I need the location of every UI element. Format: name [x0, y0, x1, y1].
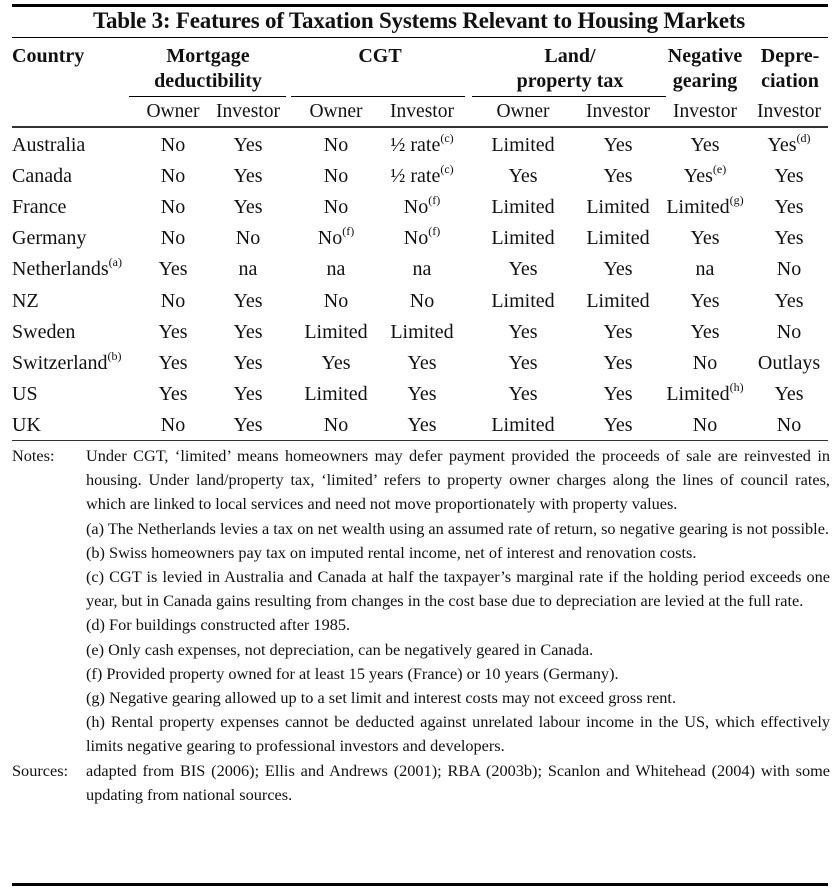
cell-value: No [323, 413, 349, 436]
note-h: (h) Rental property expenses cannot be deducted against unrelated labour income in the US, which effectively limits negative gearing to professional investors and developers. [86, 712, 830, 756]
country-name: Australia [12, 134, 86, 156]
country-name: Sweden [12, 320, 76, 343]
cell-land-owner [473, 162, 573, 190]
cell-value: Limited [491, 196, 555, 219]
footnote-marker: (e) [712, 162, 727, 177]
cell-value: No [317, 227, 343, 250]
cell-value: Yes [774, 196, 804, 219]
cell-value: Limited [390, 320, 454, 343]
cell-value: Yes [603, 258, 633, 281]
footnote-marker: (c) [440, 131, 454, 145]
cell-land-investor [568, 193, 668, 221]
country-name: US [12, 382, 38, 405]
cell-value: No [692, 413, 718, 436]
cell-value: Yes [603, 351, 633, 374]
title-rule [12, 37, 828, 38]
table-title: Table 3: Features of Taxation Systems Relevant to Housing Markets [92, 8, 746, 33]
cell-value: Yes [690, 289, 720, 312]
header-country: Country [12, 45, 85, 67]
bottom-rule [12, 883, 828, 886]
cell-value: Yes [233, 134, 263, 156]
footnote-marker: (f) [428, 193, 441, 208]
cell-land-owner [473, 349, 573, 377]
table-row [0, 224, 838, 255]
subheader-cgt-owner: Owner [309, 101, 363, 122]
cell-depreciation-investor [739, 162, 838, 190]
cell-value: Yes [690, 134, 720, 156]
footnote-marker: (a) [108, 255, 122, 270]
subheader-mortgage-owner: Owner [146, 101, 200, 122]
table-row [0, 193, 838, 224]
cell-value: Yes [508, 165, 538, 188]
cell-value: No [160, 413, 186, 436]
cell-mortgage-investor [198, 349, 298, 377]
cell-value: Yes [233, 289, 263, 312]
cell-value: Limited [491, 227, 555, 250]
cell-cgt-investor [372, 193, 472, 221]
cell-mortgage-investor [198, 224, 298, 252]
cell-value: No [160, 227, 186, 250]
cell-value: Yes [603, 320, 633, 343]
cell-value: na [238, 258, 258, 281]
cell-mortgage-investor [198, 162, 298, 190]
table-row [0, 287, 838, 318]
cell-land-investor [568, 380, 668, 408]
cell-cgt-owner [286, 224, 386, 252]
table-row [0, 255, 838, 286]
cell-cgt-owner [286, 131, 386, 159]
country-name: Netherlands [12, 258, 109, 281]
footnote-marker: (f) [342, 224, 355, 239]
cell-value: No [160, 134, 186, 156]
footnote-marker: (b) [107, 348, 122, 363]
cell-value: No [776, 413, 802, 436]
cell-value: Yes [774, 227, 804, 250]
cell-land-owner [473, 131, 573, 159]
country-name: UK [12, 413, 41, 436]
cell-value: Yes [774, 289, 804, 312]
cell-cgt-investor [372, 224, 472, 252]
footnote-marker: (g) [729, 193, 744, 208]
subheader-land-owner: Owner [496, 101, 550, 122]
cell-land-investor [568, 318, 668, 346]
cell-depreciation-investor [739, 380, 838, 408]
cell-value: Yes [158, 351, 188, 374]
cell-land-owner [473, 318, 573, 346]
cell-value: No [403, 196, 429, 219]
cell-mortgage-investor [198, 131, 298, 159]
subheader-gearing-investor: Investor [673, 101, 737, 122]
cell-value: No [323, 289, 349, 312]
cell-value: Yes [508, 320, 538, 343]
cell-value: No [692, 351, 718, 374]
table-row [0, 318, 838, 349]
cell-cgt-investor [372, 349, 472, 377]
sources-text: adapted from BIS (2006); Ellis and Andrews (2001); RBA (2003b); Scanlon and Whitehead (2004) with some updating from national sources. [86, 760, 830, 804]
header-group-cgt: CGT [358, 45, 402, 67]
cell-cgt-investor [372, 411, 472, 439]
cell-value: Yes [603, 413, 633, 436]
cell-cgt-owner [286, 287, 386, 315]
cell-cgt-investor [372, 162, 472, 190]
body-rule [12, 440, 828, 441]
country-name: NZ [12, 289, 39, 312]
cell-value: Yes [508, 258, 538, 281]
cell-cgt-owner [286, 411, 386, 439]
cell-value: ½ rate [390, 165, 441, 188]
country-name: Germany [12, 227, 87, 250]
cell-value: Yes [407, 382, 437, 405]
country-name: Switzerland [12, 351, 108, 374]
cell-value: na [326, 258, 346, 281]
header-group-mortgage: Mortgage deductibility [154, 45, 262, 92]
note-c: (c) CGT is levied in Australia and Canada at half the taxpayer’s marginal rate if the holding period exceeds one year, but in Canada gains resulting from changes in the cost base due to depreciation are levied at the full rate. [86, 567, 830, 611]
notes-intro-text: Under CGT, ‘limited’ means homeowners may defer payment provided the proceeds of sale are reinvested in housing. Under land/property tax, ‘limited’ refers to property owner charges along the lines of council rates, which are linked to local services and need not move proportionately with property values. [86, 446, 830, 514]
cell-value: Limited [666, 196, 730, 219]
footnote-marker: (c) [440, 162, 454, 177]
cell-value: No [323, 165, 349, 188]
cell-land-investor [568, 287, 668, 315]
cell-value: na [412, 258, 432, 281]
cell-depreciation-investor [739, 349, 838, 377]
cell-cgt-owner [286, 255, 386, 283]
cell-value: Yes [233, 165, 263, 188]
cell-value: Yes [321, 351, 351, 374]
cell-depreciation-investor [739, 287, 838, 315]
cell-value: No [776, 320, 802, 343]
cell-cgt-investor [372, 255, 472, 283]
cell-value: Limited [491, 134, 555, 156]
cell-value: Limited [586, 289, 650, 312]
cell-value: Yes [407, 413, 437, 436]
cell-land-owner [473, 380, 573, 408]
cell-depreciation-investor [739, 318, 838, 346]
cell-value: Yes [690, 227, 720, 250]
table-row [0, 162, 838, 193]
cell-value: Yes [233, 320, 263, 343]
header-group-depreciation: Depre- ciation [760, 45, 820, 92]
cell-value: Limited [586, 227, 650, 250]
cell-depreciation-investor [739, 411, 838, 439]
cell-value: ½ rate [390, 134, 441, 156]
header-group-negative-gearing: Negative gearing [667, 45, 743, 92]
cell-cgt-owner [286, 193, 386, 221]
cell-land-investor [568, 349, 668, 377]
note-d: (d) For buildings constructed after 1985. [86, 615, 351, 635]
cell-land-owner [473, 193, 573, 221]
notes-intro [12, 444, 830, 517]
cell-land-investor [568, 224, 668, 252]
cell-value: Yes [407, 351, 437, 374]
notes-label: Notes: [12, 446, 55, 465]
cell-value: Yes [233, 382, 263, 405]
cell-value: Outlays [757, 351, 821, 374]
table-row [0, 349, 838, 380]
country-name: France [12, 196, 67, 219]
header-rule [12, 126, 828, 128]
cell-value: No [160, 165, 186, 188]
country-name: Canada [12, 165, 72, 188]
cell-value: No [160, 289, 186, 312]
group-underline-mortgage [129, 96, 286, 97]
note-f: (f) Provided property owned for at least 15 years (France) or 10 years (Germany). [86, 663, 619, 683]
cell-land-investor [568, 162, 668, 190]
cell-value: Yes [158, 320, 188, 343]
cell-cgt-investor [372, 380, 472, 408]
group-underline-cgt [291, 96, 465, 97]
cell-value: Yes [767, 134, 797, 156]
cell-cgt-owner [286, 349, 386, 377]
cell-value: Yes [603, 165, 633, 188]
cell-mortgage-investor [198, 193, 298, 221]
cell-value: Limited [491, 289, 555, 312]
cell-value: No [409, 289, 435, 312]
cell-value: No [160, 196, 186, 219]
cell-land-owner [473, 411, 573, 439]
note-a: (a) The Netherlands levies a tax on net wealth using an assumed rate of return, so negative gearing is not possible. [86, 518, 829, 538]
cell-value: No [403, 227, 429, 250]
cell-value: na [695, 258, 715, 281]
cell-value: Yes [683, 165, 713, 188]
footnote-marker: (d) [796, 131, 811, 145]
cell-depreciation-investor [739, 255, 838, 283]
cell-value: No [323, 196, 349, 219]
cell-value: Yes [158, 382, 188, 405]
sources-label: Sources: [12, 760, 69, 780]
cell-cgt-investor [372, 131, 472, 159]
cell-value: Yes [774, 382, 804, 405]
cell-value: Limited [666, 382, 730, 405]
footnote-marker: (f) [428, 224, 441, 239]
subheader-depreciation-investor: Investor [757, 101, 821, 122]
cell-value: Limited [304, 320, 368, 343]
cell-value: Yes [508, 351, 538, 374]
cell-value: No [323, 134, 349, 156]
table-row [0, 380, 838, 411]
cell-mortgage-investor [198, 380, 298, 408]
cell-cgt-owner [286, 162, 386, 190]
cell-value: Yes [508, 382, 538, 405]
table-row [0, 411, 838, 442]
cell-value: Yes [158, 258, 188, 281]
cell-value: Limited [491, 413, 555, 436]
cell-mortgage-investor [198, 255, 298, 283]
cell-land-investor [568, 131, 668, 159]
cell-mortgage-investor [198, 318, 298, 346]
notes-section [12, 444, 830, 807]
note-b: (b) Swiss homeowners pay tax on imputed rental income, net of interest and renovation costs. [86, 542, 697, 562]
sources [12, 759, 830, 807]
cell-value: Yes [603, 134, 633, 156]
cell-cgt-owner [286, 380, 386, 408]
cell-value: Yes [233, 196, 263, 219]
header-group-land-tax: Land/ property tax [516, 45, 624, 92]
cell-depreciation-investor [739, 131, 838, 159]
cell-land-owner [473, 224, 573, 252]
subheader-cgt-investor: Investor [390, 101, 454, 122]
cell-land-owner [473, 255, 573, 283]
note-e: (e) Only cash expenses, not depreciation, can be negatively geared in Canada. [86, 639, 594, 659]
subheader-land-investor: Investor [586, 101, 650, 122]
cell-cgt-owner [286, 318, 386, 346]
group-underline-land-tax [472, 96, 666, 97]
cell-depreciation-investor [739, 193, 838, 221]
cell-value: Limited [304, 382, 368, 405]
cell-land-investor [568, 255, 668, 283]
cell-value: Limited [586, 196, 650, 219]
cell-land-owner [473, 287, 573, 315]
cell-value: No [776, 258, 802, 281]
footnote-marker: (h) [729, 379, 744, 394]
cell-value: Yes [690, 320, 720, 343]
cell-cgt-investor [372, 287, 472, 315]
cell-value: No [235, 227, 261, 250]
cell-value: Yes [603, 382, 633, 405]
cell-value: Yes [774, 165, 804, 188]
cell-value: Yes [233, 351, 263, 374]
cell-mortgage-investor [198, 411, 298, 439]
cell-depreciation-investor [739, 224, 838, 252]
note-g: (g) Negative gearing allowed up to a set limit and interest costs may not exceed gross rent. [86, 688, 677, 708]
cell-mortgage-investor [198, 287, 298, 315]
subheader-mortgage-investor: Investor [216, 101, 280, 122]
cell-land-investor [568, 411, 668, 439]
cell-value: Yes [233, 413, 263, 436]
table-row [0, 131, 838, 162]
top-rule [12, 4, 828, 7]
cell-cgt-investor [372, 318, 472, 346]
